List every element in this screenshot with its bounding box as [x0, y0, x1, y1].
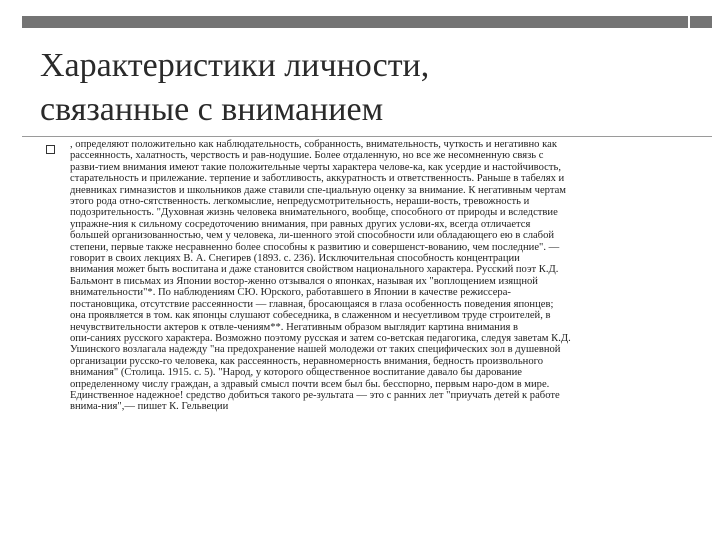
top-right-decor-box — [690, 16, 712, 28]
body-line: внимания может быть воспитана и даже становится свойством национального характера. Русский поэт К.Д. — [70, 264, 559, 276]
left-margin — [0, 0, 10, 540]
body-line: этого рода отно-сятственность. легкомыслие, непредусмотрительность, нераши-вость, тревожность и — [70, 196, 530, 208]
body-line: она проявляется в том. как японцы слушают собеседника, в слаженном и несуетливом труде строителей, в — [70, 310, 551, 322]
body-line: подозрительность. "Духовная жизнь человека внимательного, вообще, способного от природы и вследствие — [70, 207, 558, 219]
body-line: Бальмонт в письмах из Японии востор-женно отзывался о японках, называя их "воплощением изящной — [70, 275, 538, 287]
body-line: внимательности"*. По наблюдениям СЮ. Юрского, работавшего в Японии в качестве режиссера- — [70, 287, 511, 299]
body-line: организации русско-го человека, как рассеянность, неравномерность внимания, бедность произвольного — [70, 355, 544, 367]
body-line: Единственное надежное! средство добиться такого ре-зультата — это с ранних лет "приучать детей к работе — [70, 389, 560, 401]
body-line: , определяют положительно как наблюдательность, собранность, внимательность, чуткость и негативно как — [70, 139, 557, 150]
body-line: опи-саниях русского характера. Возможно поэтому русская и затем со-ветская педагогика, следуя заветам К.Д. — [70, 332, 571, 344]
body-line: постановщика, отсутствие рассеянности — главная, бросающаяся в глаза особенность поведения японцев; — [70, 298, 554, 310]
body-line: разви-тием внимания имеют такие положительные черты характера челове-ка, как усердие и настойчивость, — [70, 161, 561, 173]
body-line: нечувствительности актеров к отвле-чениям**. Негативным образом выглядит картина внимания в — [70, 321, 519, 333]
top-decor-bar — [22, 16, 688, 28]
body-line: говорит в своих лекциях В. А. Снегирев (1893. с. 236). Исключительная способность концентрации — [70, 253, 520, 265]
title-divider — [22, 136, 712, 137]
body-line: Ушинского возлагала надежду "на предохранение нашей молодежи от таких специфических зол в душевной — [70, 344, 561, 356]
body-line: степени, первые также несравненно более способны к развитию и совершенст-вованию, чем последние". — — [70, 241, 560, 253]
slide-title — [40, 44, 680, 132]
body-line: дневниках гимназистов и школьников даже ставили спе-циальную оценку за внимание. К негативным чертам — [70, 184, 566, 196]
body-line: рассеянность, халатность, черствость и рав-нодушие. Более отдаленную, но все же несомненную связь с — [70, 150, 544, 162]
body-line: большей организованностью, чем у человека, ли-шенного этой способности или обладающего ею в слабой — [70, 230, 555, 242]
slide-title-line-1: Характеристики личности, — [40, 47, 430, 84]
body-line: старательность и прилежание. терпение и заботливость, аккуратность и ответственность. Раньше в табелях и — [70, 173, 565, 185]
body-line: внимания" (Столица. 1915. с. 5). "Народ, у которого общественное воспитание давало бы дарование — [70, 367, 522, 379]
body-line: упражне-ния к сильному сосредоточению внимания, при равных других услови-ях, всегда отличается — [70, 218, 531, 230]
square-bullet-icon — [46, 145, 55, 154]
slide-body-text — [70, 139, 690, 413]
slide-title-line-2: связанные с вниманием — [40, 91, 384, 128]
body-line: определенному числу граждан, а здравый смысл почти всем был бы. бесспорно, первым наро-дом в мире. — [70, 378, 550, 390]
body-line: внима-ния",— пишет К. Гельвеции — [70, 401, 229, 413]
